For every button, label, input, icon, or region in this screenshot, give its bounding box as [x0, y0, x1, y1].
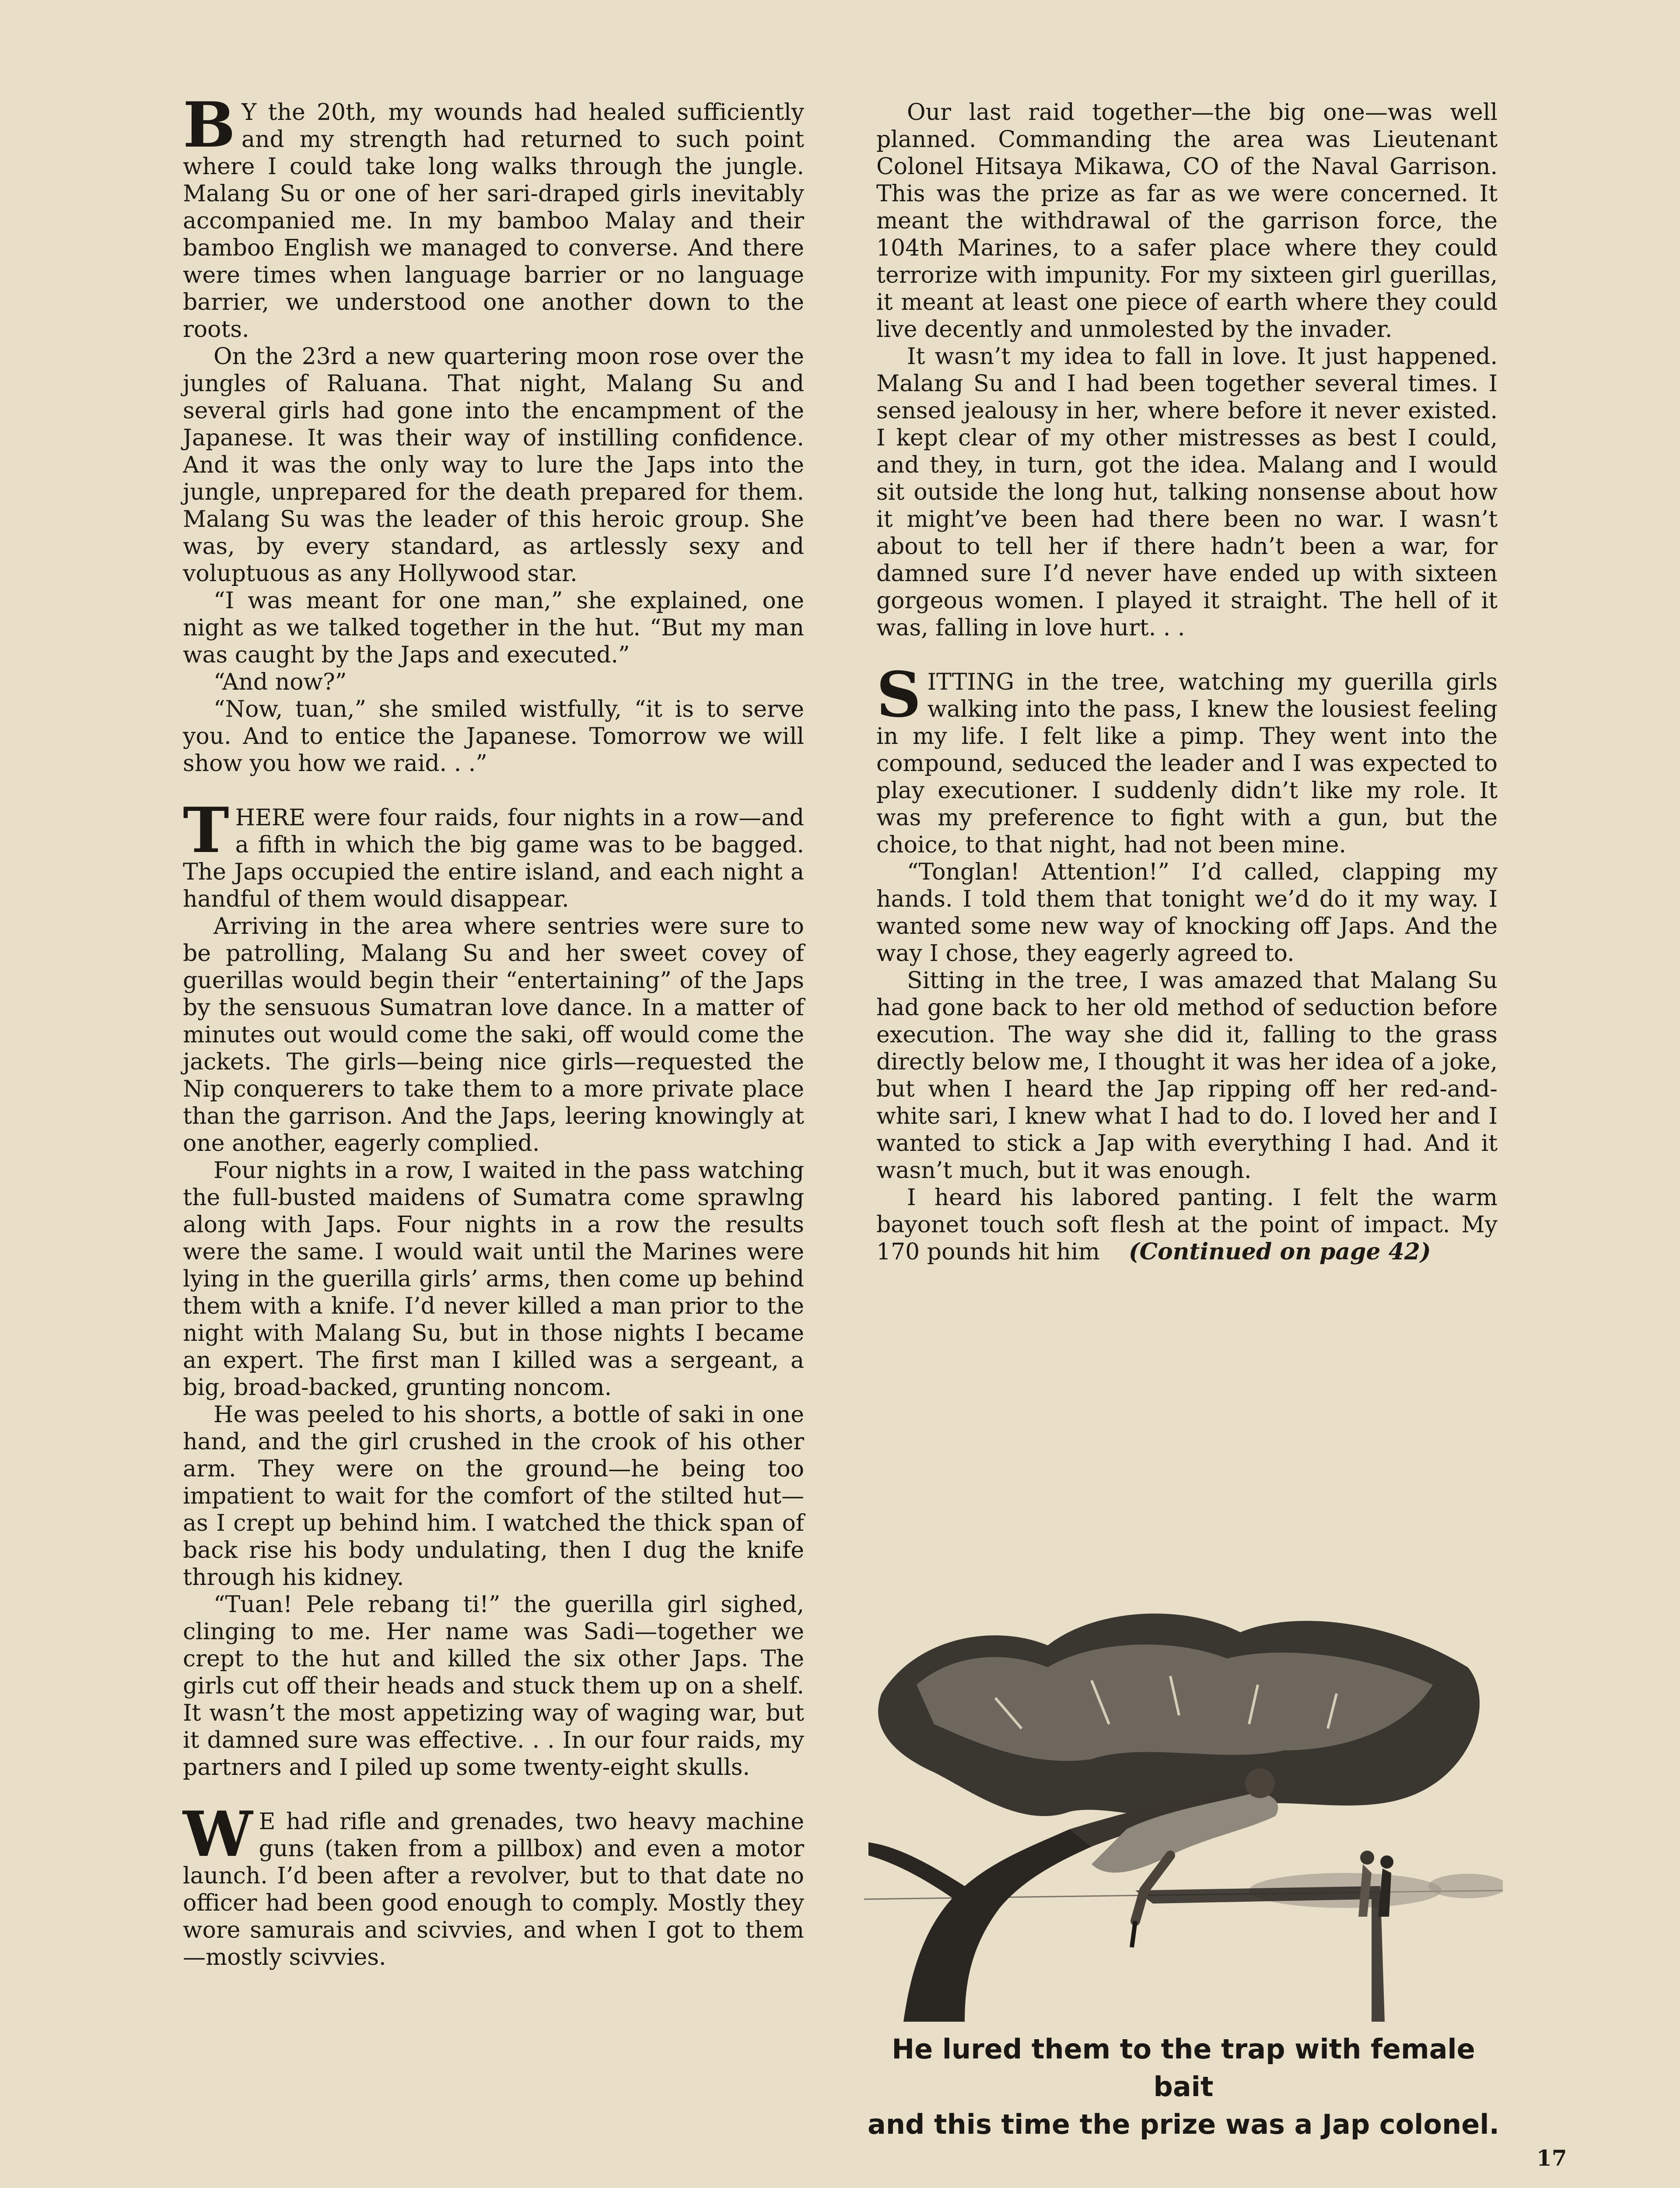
paragraph: “I was meant for one man,” she explained, one night as we talked together in the hut. “But my man was caught by the Japs and executed.” — [183, 588, 804, 668]
paragraph: B Y the 20th, my wounds had healed sufficiently and my strength had returned to such point where I could take long walks through the jungle. Malang Su or one of her sari-draped girls inevitably accompanied me. In my bamboo Malay and their bamboo English we managed to converse. And there were times when language barrier or no language barrier, we understood one another down to the roots. — [183, 89, 804, 343]
paragraph: Four nights in a row, I waited in the pass watching the full-busted maidens of Sumatra come sprawlng along with Japs. Four nights in a row the results were the same. I would wait until the Marines were lying in the guerilla girls’ arms, then come up behind them with a knife. I’d never killed a man prior to the night with Malang Su, but in those nights I became an expert. The first man I killed was a sergeant, a big, broad-backed, grunting noncom. — [183, 1157, 804, 1401]
paragraph: “And now?” — [214, 669, 347, 695]
paragraph: Our last raid together—the big one—was well planned. Commanding the area was Lieutenant Colonel Hitsaya Mikawa, CO of the Naval Garrison. This was the prize as far as we were concerned. It meant the withdrawal of the garrison force, the 104th Marines, to a safer place where they could terrorize with impunity. For my sixteen girl guerillas, it meant at least one piece of earth where they could live decently and unmolested by the invader. — [876, 99, 1498, 343]
drop-cap: W — [183, 1798, 253, 1871]
caption-line: and this time the prize was a Jap colonel. — [867, 2108, 1499, 2140]
paragraph: “Tuan! Pele rebang ti!” the guerilla girl sighed, clinging to me. Her name was Sadi—together we crept to the hut and killed the six other Japs. The girls cut off their heads and stuck them up on a shelf. It wasn’t the most appetizing way of waging war, but it damned sure was effective. . . In our four raids, my partners and I piled up some twenty-eight skulls. — [183, 1592, 804, 1781]
paragraph: He was peeled to his shorts, a bottle of saki in one hand, and the girl crushed in the crook of his other arm. They were on the ground—he being too impatient to wait for the comfort of the stilted hut—as I crept up behind him. I watched the thick span of back rise his body undulating, then I dug the knife through his kidney. — [183, 1402, 804, 1591]
paragraph: Sitting in the tree, I was amazed that Malang Su had gone back to her old method of seduction before execution. The way she did it, falling to the grass directly below me, I thought it was her idea of a joke, but when I heard the Jap ripping off her red-and-white sari, I knew what I had to do. I loved her and I wanted to stick a Jap with everything I had. And it wasn’t much, but it was enough. — [876, 968, 1498, 1184]
drop-cap: B — [183, 89, 236, 161]
caption-line: He lured them to the trap with female bait — [892, 2033, 1475, 2103]
paragraph: It wasn’t my idea to fall in love. It just happened. Malang Su and I had been together several times. I sensed jealousy in her, where before it never existed. I kept clear of my other mistresses as best I could, and they, in turn, got the idea. Malang and I would sit outside the long hut, talking nonsense about how it might’ve been had there been no war. I wasn’t about to tell her if there hadn’t been a war, for damned sure I’d never have ended up with sixteen gorgeous women. I played it straight. The hell of it was, falling in love hurt. . . — [876, 344, 1498, 641]
drop-cap: S — [876, 659, 921, 731]
paragraph: “Tonglan! Attention!” I’d called, clapping my hands. I told them that tonight we’d do it my way. I wanted some new way of knocking off Japs. And the way I chose, they eagerly agreed to. — [876, 859, 1498, 967]
jungle-tree-illustration — [864, 1584, 1503, 2030]
drop-cap: T — [183, 794, 229, 867]
paragraph: I heard his labored panting. I felt the warm bayonet touch soft flesh at the point of impact. My 170 pounds hit him (Continued on page 42) — [876, 1185, 1498, 1265]
illustration-caption — [864, 2030, 1503, 2143]
paragraph: Arriving in the area where sentries were sure to be patrolling, Malang Su and her sweet covey of guerillas would begin their “entertaining” of the Japs by the sensuous Sumatran love dance. In a matter of minutes out would come the saki, off would come the jackets. The girls—being nice girls—requested the Nip conquerers to take them to a more private place than the garrison. And the Japs, leering knowingly at one another, eagerly complied. — [183, 913, 804, 1157]
paragraph: SITTING in the tree, watching my guerilla girls walking into the pass, I knew the lousiest feeling in my life. I felt like a pimp. They went into the compound, seduced the leader and I was expected to play executioner. I suddenly didn’t like my role. It was my preference to fight with a gun, but the choice, to that night, had not been mine. — [876, 659, 1498, 858]
paragraph: W E had rifle and grenades, two heavy machine guns (taken from a pillbox) and even a motor launch. I’d been after a revolver, but to that date no officer had been good enough to comply. Mostly they wore samurais and scivvies, and when I got to them—mostly scivvies. — [183, 1798, 804, 1971]
paragraph: THERE were four raids, four nights in a row—and a fifth in which the big game was to be bagged. The Japs occupied the entire island, and each night a handful of them would disappear. — [183, 794, 804, 912]
page-number: 17 — [1536, 2145, 1567, 2171]
left-text-column — [183, 89, 804, 1971]
paragraph: “Now, tuan,” she smiled wistfully, “it is to serve you. And to entice the Japanese. Tomorrow we will show you how we raid. . .” — [183, 696, 804, 777]
continued-note: (Continued on page 42) — [1128, 1238, 1431, 1265]
right-text-column — [876, 99, 1498, 1266]
paragraph: On the 23rd a new quartering moon rose over the jungles of Raluana. That night, Malang Su and several girls had gone into the encampment of the Japanese. It was their way of instilling confidence. And it was the only way to lure the Japs into the jungle, unprepared for the death prepared for them. Malang Su was the leader of this heroic group. She was, by every standard, as artlessly sexy and voluptuous as any Hollywood star. — [183, 344, 804, 587]
